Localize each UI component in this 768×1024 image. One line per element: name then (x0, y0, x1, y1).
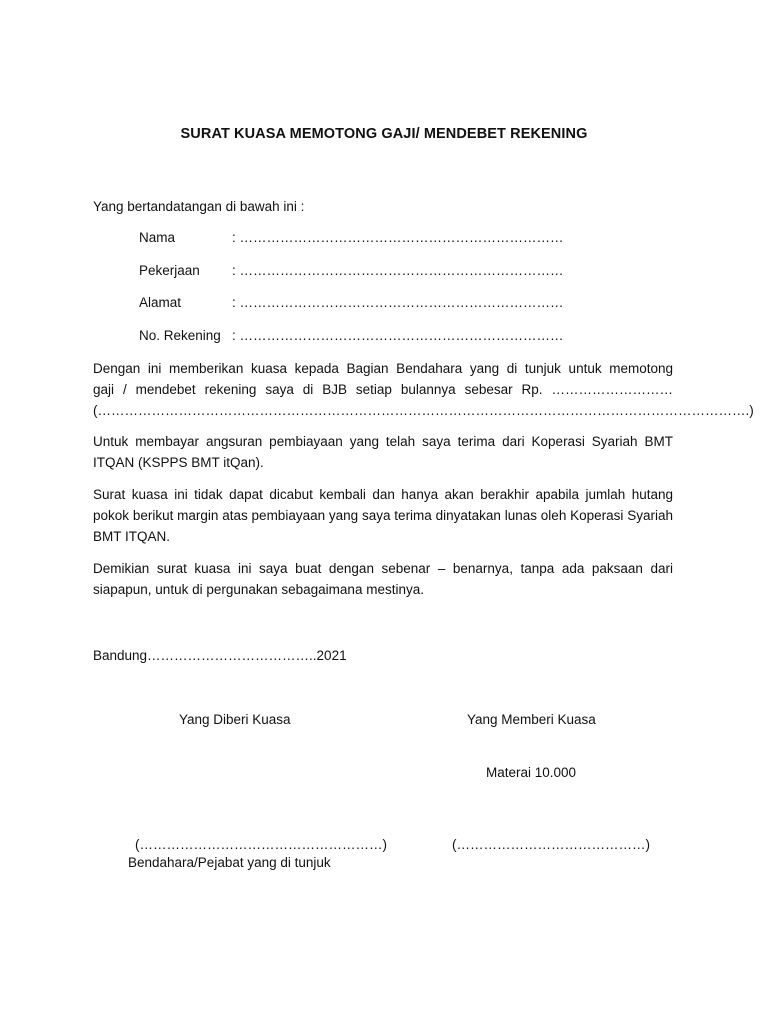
field-value: : ……………………………………………………………… (232, 230, 564, 245)
paragraph-angsuran: Untuk membayar angsuran pembiayaan yang telah saya terima dari Koperasi Syariah BMT ITQAN (KSPPS BMT itQan). (93, 434, 673, 470)
left-signature-blank: (………………………………………………) (135, 837, 387, 852)
left-signature-caption: Bendahara/Pejabat yang di tunjuk (128, 855, 331, 870)
intro-text: Yang bertandatangan di bawah ini : (93, 199, 305, 214)
place-date: Bandung………………………………..2021 (93, 648, 347, 663)
right-sign-heading: Yang Memberi Kuasa (467, 712, 596, 727)
paragraph-line: gaji / mendebet rekening saya di BJB setiap bulannya sebesar Rp. ……………………… (93, 382, 673, 397)
left-sign-heading: Yang Diberi Kuasa (179, 712, 291, 727)
paragraph-ketentuan: Surat kuasa ini tidak dapat dicabut kembali dan hanya akan berakhir apabila jumlah hutang pokok berikut margin atas pembiayaan yang saya terima dinyatakan lunas oleh Koperasi Syariah BMT ITQAN. (93, 487, 673, 544)
field-value: : ……………………………………………………………… (232, 263, 564, 278)
paragraph-line: Dengan ini memberikan kuasa kepada Bagian Bendahara yang di tunjuk untuk memotong (93, 361, 673, 376)
amount-in-words-blank: (……………………………………………………………………………………………………………………………….) (93, 403, 754, 418)
materai-stamp-label: Materai 10.000 (486, 765, 577, 780)
field-value: : ……………………………………………………………… (232, 328, 564, 343)
field-alamat (139, 292, 564, 313)
paragraph-penutup: Demikian surat kuasa ini saya buat dengan sebenar – benarnya, tanpa ada paksaan dari siapapun, untuk di pergunakan sebagaimana mestinya. (93, 561, 673, 597)
field-label: No. Rekening (139, 328, 221, 343)
field-value: : ……………………………………………………………… (232, 295, 564, 310)
field-pekerjaan (139, 260, 564, 281)
field-label: Alamat (139, 295, 182, 310)
field-nama (139, 227, 564, 248)
document-title: SURAT KUASA MEMOTONG GAJI/ MENDEBET REKENING (180, 126, 588, 142)
field-label: Nama (139, 230, 176, 245)
paragraph-kuasa (93, 358, 754, 421)
right-signature-blank: (……………………………………) (452, 837, 650, 852)
field-label: Pekerjaan (139, 263, 200, 278)
field-no-rekening (139, 325, 564, 346)
